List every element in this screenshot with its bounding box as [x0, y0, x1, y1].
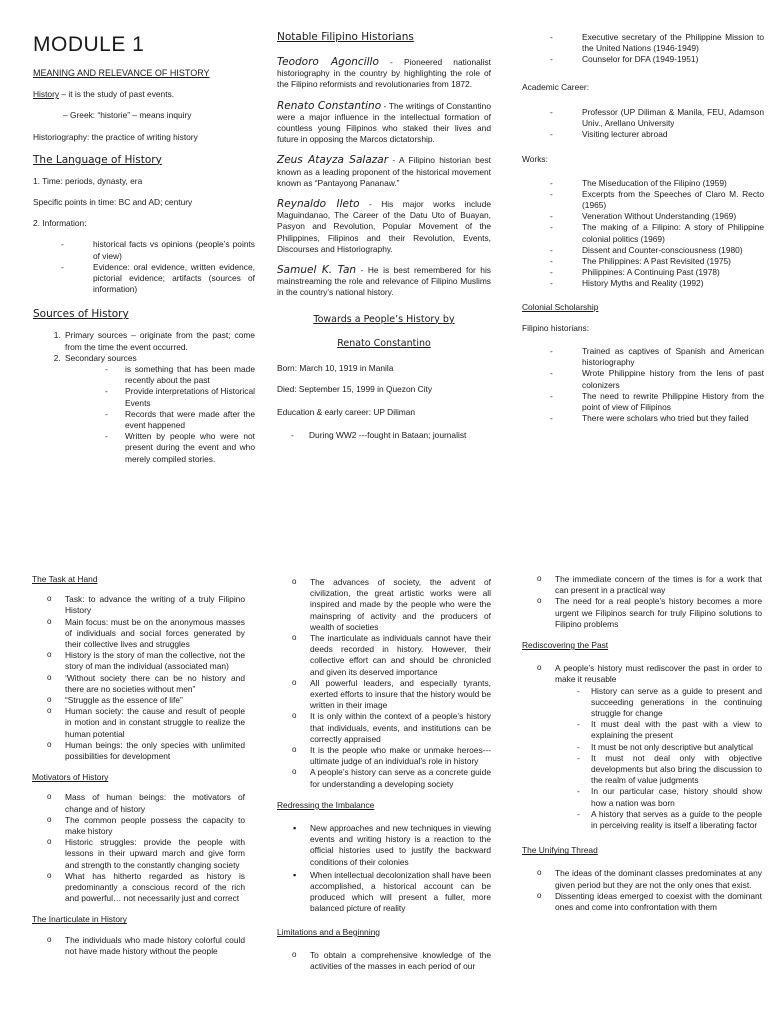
- unifying-list: [522, 868, 762, 913]
- list-item: o The individuals who made history colorful could not have made history without the people: [32, 935, 245, 957]
- career-continued-list: [522, 32, 764, 66]
- historian-entry: [277, 101, 491, 146]
- list-item: - In our particular case, history should show how a nation was born: [571, 786, 762, 808]
- list-item: 1. Primary sources – originate from the past; come from the time the event occurred.: [63, 330, 255, 352]
- filipino-historians-label: Filipino historians:: [522, 322, 590, 333]
- notes-column-1: [32, 574, 245, 965]
- colonial-list: [522, 346, 764, 424]
- list-item: - History Myths and Reality (1992): [522, 278, 764, 289]
- redressing-heading: Redressing the Imbalance: [277, 799, 375, 810]
- unifying-heading: The Unifying Thread: [522, 845, 598, 856]
- historian-name: Samuel K. Tan: [277, 264, 357, 277]
- module-column-1: [33, 30, 255, 473]
- list-item: - Evidence: oral evidence, written evidence, pictorial evidence; artifacts (sources of information): [33, 262, 255, 296]
- list-item: o The ideas of the dominant classes predominates at any given period but they are not the only ones that exist.: [522, 868, 762, 890]
- list-item: - Provide interpretations of Historical Events: [33, 386, 255, 408]
- list-item: - Excerpts from the Speeches of Claro M. Recto (1965): [522, 189, 764, 211]
- list-item: o A people’s history can serve as a concrete guide for understanding a developing society: [277, 767, 491, 789]
- list-item: - It must not deal only with objective developments but also bring the discussion to the realm of value judgments: [571, 753, 762, 787]
- list-item: o “Struggle as the essence of life”: [32, 695, 245, 706]
- inarticulate-list: [32, 935, 245, 957]
- academic-label: Academic Career:: [522, 81, 590, 92]
- historian-entry: [277, 155, 491, 189]
- list-item: o Dissenting ideas emerged to coexist with the dominant ones and come into confrontation with them: [522, 891, 762, 913]
- list-item: - A history that serves as a guide to the people in perceiving reality is itself a liberating factor: [571, 809, 762, 831]
- list-item: - Professor (UP Diliman & Manila, FEU, Adamson Univ., Arellano University: [522, 107, 764, 129]
- list-item: o Human beings: the only species with unlimited possibilities for development: [32, 740, 245, 762]
- list-item: - Trained as captives of Spanish and American historiography: [522, 346, 764, 368]
- historian-name: Teodoro Agoncillo: [277, 56, 379, 68]
- inarticulate-heading: The Inarticulate in History: [32, 914, 127, 925]
- historiography-def: Historiography: the practice of writing history: [33, 131, 198, 142]
- history-definition: [33, 89, 255, 100]
- list-item: o The inarticulate as individuals cannot have their deeds recorded in history. However, their collective effort can and should be chronicled and given its deserved importance: [277, 633, 491, 678]
- secondary-list: [33, 364, 255, 465]
- list-item: - Wrote Philippine history from the lens of past colonizers: [522, 368, 764, 390]
- rediscovering-item-text: A people’s history must rediscover the past in order to make it reusable: [555, 663, 762, 685]
- meaning-heading: MEANING AND RELEVANCE OF HISTORY: [33, 68, 210, 78]
- module-column-3: [522, 32, 764, 432]
- list-item: o It is the people who make or unmake heroes--- ultimate judge of an individual’s role in history: [277, 745, 491, 767]
- towards-heading-line1: Towards a People’s History by: [313, 313, 455, 325]
- list-item: - There were scholars who tried but they failed: [522, 413, 764, 424]
- language-heading: The Language of History: [33, 153, 162, 166]
- list-item: o History is the story of man the collective, not the story of man the individual (associated man): [32, 650, 245, 672]
- motivators-list: [32, 792, 245, 904]
- career-list: [277, 430, 491, 441]
- list-item: o Task: to advance the writing of a truly Filipino History: [32, 594, 245, 616]
- sources-heading: Sources of History: [33, 308, 129, 321]
- limitations-heading: Limitations and a Beginning: [277, 926, 380, 937]
- works-label: Works:: [522, 154, 548, 165]
- list-item: o The common people possess the capacity to make history: [32, 815, 245, 837]
- list-item: 2. Secondary sources: [63, 353, 255, 364]
- list-item: ▪ When intellectual decolonization shall have been accomplished, a historical account can be produced which will present a fuller, more balanced picture of reality: [277, 870, 491, 915]
- historian-name: Renato Constantino: [277, 99, 382, 112]
- history-def-text: – it is the study of past events.: [59, 89, 175, 100]
- rediscovering-sublist: [571, 686, 762, 832]
- list-item: o The immediate concern of the times is for a work that can present in a practical way: [522, 574, 762, 596]
- list-item: [522, 663, 762, 831]
- list-item: - During WW2 ---fought in Bataan; journalist: [277, 430, 491, 441]
- time-line: 1. Time: periods, dynasty, era: [33, 175, 143, 186]
- list-item: o The need for a real people’s history becomes a more urgent we Filipinos search for truly Filipino solutions to Filipino problems: [522, 596, 762, 630]
- colonial-heading: Colonial Scholarship: [522, 301, 599, 312]
- list-item: o It is only within the context of a people’s history that individuals, events, and institutions can be correctly appraised: [277, 711, 491, 745]
- list-item: - It must deal with the past with a view to explaining the present: [571, 719, 762, 741]
- list-item: o The advances of society, the advent of civilization, the great artistic works were all inspired and made by the people who were the mainspring of activity and the producers of wealth of societies: [277, 577, 491, 633]
- module-column-2: [277, 30, 491, 449]
- list-item: - The Philippines: A Past Revisited (1975): [522, 256, 764, 267]
- list-item: - is something that has been made recently about the past: [33, 364, 255, 386]
- list-item: o What has hitherto regarded as history is predominantly a conscious record of the rich and powerful… not necessarily just and correct: [32, 871, 245, 905]
- born-line: Born: March 10, 1919 in Manila: [277, 362, 394, 373]
- notes-column-3: [522, 574, 762, 921]
- concern-list: [522, 574, 762, 630]
- list-item: - Visiting lecturer abroad: [522, 129, 764, 140]
- list-item: o Main focus: must be on the anonymous masses of individuals and social forces generated by their collective lives and struggles: [32, 617, 245, 651]
- list-item: - historical facts vs opinions (people’s points of view): [33, 239, 255, 261]
- list-item: ▪ New approaches and new techniques in viewing events and writing history is a reaction to the official histories used to justify the backward conditions of their colonies: [277, 823, 491, 868]
- inarticulate-continued-list: [277, 577, 491, 790]
- redressing-list: [277, 823, 491, 915]
- historian-name: Reynaldo Ileto: [277, 198, 360, 211]
- information-line: 2. Information:: [33, 218, 87, 229]
- historian-entry: [277, 57, 491, 91]
- task-heading: The Task at Hand: [32, 574, 98, 584]
- limitations-list: [277, 950, 491, 972]
- historian-entry: [277, 199, 491, 255]
- works-list: [522, 178, 764, 290]
- education-line: Education & early career: UP Diliman: [277, 407, 416, 418]
- notes-column-2: [277, 577, 491, 980]
- list-item: - It must be not only descriptive but analytical: [571, 742, 762, 753]
- historian-text: - His major works include Maguindanao, The Career of the Datu Uto of Buayan, Pasyon and Revolution, Popular Movement of the Philippines, Filipinos and their Revolution, Events, Discourses and Historiography.: [277, 199, 492, 254]
- list-item: - The making of a Filipino: A story of Philippine colonial politics (1969): [522, 222, 764, 244]
- sources-list: [33, 330, 255, 364]
- specific-points: Specific points in time: BC and AD; century: [33, 197, 193, 208]
- list-item: - Records that were made after the event happened: [33, 409, 255, 431]
- rediscovering-heading: Rediscovering the Past: [522, 640, 609, 651]
- historian-text: - Pioneered nationalist historiography in the country by highlighting the role of the Filipino reformists and revolutionaries from 1872.: [277, 57, 491, 90]
- list-item: - The Miseducation of the Filipino (1959): [522, 178, 764, 189]
- academic-list: [522, 107, 764, 141]
- task-list: [32, 594, 245, 762]
- list-item: o To obtain a comprehensive knowledge of the activities of the masses in each period of our: [277, 950, 491, 972]
- died-line: Died: September 15, 1999 in Quezon City: [277, 383, 433, 394]
- list-item: - Written by people who were not present during the event and who merely compiled stories.: [33, 431, 255, 465]
- list-item: o Mass of human beings: the motivators of change and of history: [32, 792, 245, 814]
- list-item: - History can serve as a guide to present and succeeding generations in the continuing struggle for change: [571, 686, 762, 720]
- historian-entry: [277, 265, 491, 299]
- greek-origin: – Greek: “historie” – means inquiry: [63, 110, 192, 121]
- historian-name: Zeus Atayza Salazar: [277, 154, 389, 167]
- list-item: - The need to rewrite Philippine History from the point of view of Filipinos: [522, 391, 764, 413]
- list-item: - Philippines: A Continuing Past (1978): [522, 267, 764, 278]
- list-item: o Human society: the cause and result of people in motion and in constant struggle to realize the human potential: [32, 706, 245, 740]
- historian-text: - The writings of Constantino were a major influence in the intellectual formation of countless young Filipinos who staked their lives and future in opposing the Marcos dictatorship.: [277, 100, 491, 145]
- list-item: o ‘Without society there can be no history and there are no societies without men”: [32, 673, 245, 695]
- rediscovering-list: [522, 663, 762, 831]
- list-item: o All powerful leaders, and especially tyrants, exerted efforts to insure that the history would be written in their image: [277, 678, 491, 712]
- list-item: o Historic struggles: provide the people with lessons in their upward march and give form and strength to the constantly changing society: [32, 837, 245, 871]
- notable-heading: Notable Filipino Historians: [277, 31, 414, 43]
- motivators-heading: Motivators of History: [32, 772, 109, 783]
- info-list: [33, 239, 255, 295]
- historian-text: - A Filipino historian best known as a leading proponent of the historical movement known as “Pantayong Pananaw.”: [277, 155, 491, 188]
- history-term: History: [33, 89, 60, 100]
- towards-heading-line2: Renato Constantino: [337, 337, 431, 349]
- list-item: - Dissent and Counter-consciousness (1980): [522, 245, 764, 256]
- historian-text: - He is best remembered for his mainstreaming the role and relevance of Filipino Muslims in the country’s national history.: [277, 265, 491, 298]
- list-item: - Executive secretary of the Philippine Mission to the United Nations (1946-1949): [522, 32, 764, 54]
- list-item: - Veneration Without Understanding (1969): [522, 211, 764, 222]
- module-title: MODULE 1: [33, 33, 145, 56]
- list-item: - Counselor for DFA (1949-1951): [522, 54, 764, 65]
